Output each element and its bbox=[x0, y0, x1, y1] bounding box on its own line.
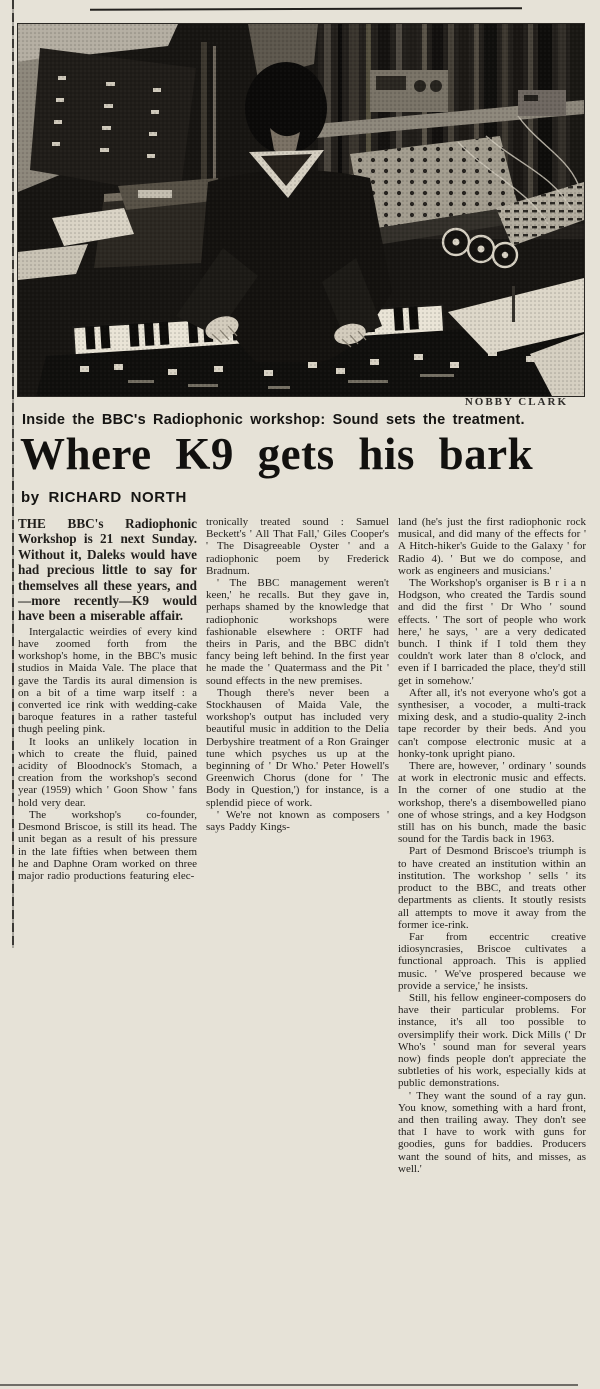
paragraph: After all, it's not everyone who's got a synthesiser, a vocoder, a multi-track mixing desk, and a studio-quality 2-inch tape recorder by their beds. And you can't compose electronic music at a honky-tonk upright piano. bbox=[398, 686, 586, 760]
paragraph: Intergalactic weirdies of every kind have zoomed forth from the workshop's home, in the BBC's music studios in Maida Vale. The place that gave the Tardis its aural dimension is on a bit of a time warp itself : a converted ice rink with wedding-cake baroque features in a rather tasteful thugh peeling pink. bbox=[18, 625, 197, 736]
article-column-2 bbox=[206, 516, 389, 833]
article-headline: Where K9 gets his bark bbox=[20, 429, 534, 479]
photo-caption: Inside the BBC's Radiophonic workshop: Sound sets the treatment. bbox=[22, 412, 525, 428]
paragraph: THE BBC's Radiophonic Workshop is 21 next Sunday. Without it, Daleks would have had precious little to say for themselves all these years, and—more recently—K9 would have been a miserable affair. bbox=[18, 516, 197, 624]
left-column-rule bbox=[12, 0, 14, 948]
bottom-rule bbox=[0, 1384, 578, 1386]
paragraph: It looks an unlikely location in which to create the fluid, pained acidity of Bloodnock's Stomach, a creation from the workshop's second year (1959) which ' Goon Show ' fans hold very dear. bbox=[18, 735, 197, 809]
paragraph: Though there's never been a Stockhausen of Maida Vale, the workshop's output has included very beautiful music in addition to the Delia Derbyshire treatment of a Ron Grainger tune which psyches us up at the beginning of ' Dr Who.' Peter Howell's Greenwich Chorus (done for ' The Body in Question,') for instance, is a splendid piece of work. bbox=[206, 686, 389, 809]
paragraph: Still, his fellow engineer-composers do have their particular problems. For instance, it's all too possible to oversimplify their work. Dick Mills (' Dr Who's ' sound man for several years now) finds people don't appreciate the subtleties of his work, especially kids at public demonstrations. bbox=[398, 991, 586, 1090]
paragraph: ' They want the sound of a ray gun. You know, something with a hard front, and then trailing away. They don't see that I have to work with guns for goodies, guns for baddies. Producers want the sound of hits, and misses, as well.' bbox=[398, 1089, 586, 1175]
top-rule bbox=[90, 7, 522, 11]
paragraph: Part of Desmond Briscoe's triumph is to have created an institution within an institution. The workshop ' sells ' its product to the BBC, and treats other departments as clients. It stoutly resists all attempts to move it away from the former ice-rink. bbox=[398, 845, 586, 931]
paragraph: The Workshop's organiser is B r i a n Hodgson, who created the Tardis sound and did the first ' Dr Who ' sound effects. ' The sort of people who work here,' he says, ' are a very dedicated bunch. I think if I told them they couldn't work later than 8 o'clock, and even if I barricaded the place, they'd still get in somehow.' bbox=[398, 577, 586, 687]
article-byline: by RICHARD NORTH bbox=[21, 489, 187, 506]
studio-photo bbox=[18, 24, 584, 396]
paragraph: The workshop's co-founder, Desmond Briscoe, is still its head. The unit began as a result of his pressure in the late fifties when between them he and Daphne Oram worked on three major radio productions featuring elec- bbox=[18, 808, 197, 882]
paragraph: land (he's just the first radiophonic rock musical, and did many of the effects for ' A Hitch-hiker's Guide to the Galaxy ' for Radio 4). ' But we do compose, and work as engineers and musicians.' bbox=[398, 516, 586, 577]
halftone-overlay bbox=[18, 24, 584, 396]
paragraph: ' The BBC management weren't keen,' he recalls. But they gave in, perhaps shamed by the knowledge that radiophonic workshops were fashionable elsewhere : ORTF had theirs in Paris, and the BBC didn't fancy being left behind. In the first year he made the ' Quatermass and the Pit ' sound effects in the new premises. bbox=[206, 577, 389, 687]
article-column-1 bbox=[18, 516, 197, 882]
paragraph: ' We're not known as composers ' says Paddy Kings- bbox=[206, 808, 389, 834]
paragraph: tronically treated sound : Samuel Beckett's ' All That Fall,' Giles Cooper's ' The Disagreeable Oyster ' and a radiophonic poem by Frederick Bradnum. bbox=[206, 516, 389, 577]
studio-photo-art bbox=[18, 24, 584, 396]
article-column-3 bbox=[398, 516, 586, 1175]
paragraph: There are, however, ' ordinary ' sounds at work in electronic music and effects. In the corner of one studio at the workshop, there's a disembowelled piano one of whose strings, and a key Hodgson still has on his bunch, made the basic sound for the Tardis back in 1963. bbox=[398, 760, 586, 846]
photo-credit: NOBBY CLARK bbox=[464, 396, 568, 408]
paragraph: Far from eccentric creative idiosyncrasies, Briscoe cultivates a functional approach. This is applied music. ' We've prospered because we provide a service,' he insists. bbox=[398, 930, 586, 992]
